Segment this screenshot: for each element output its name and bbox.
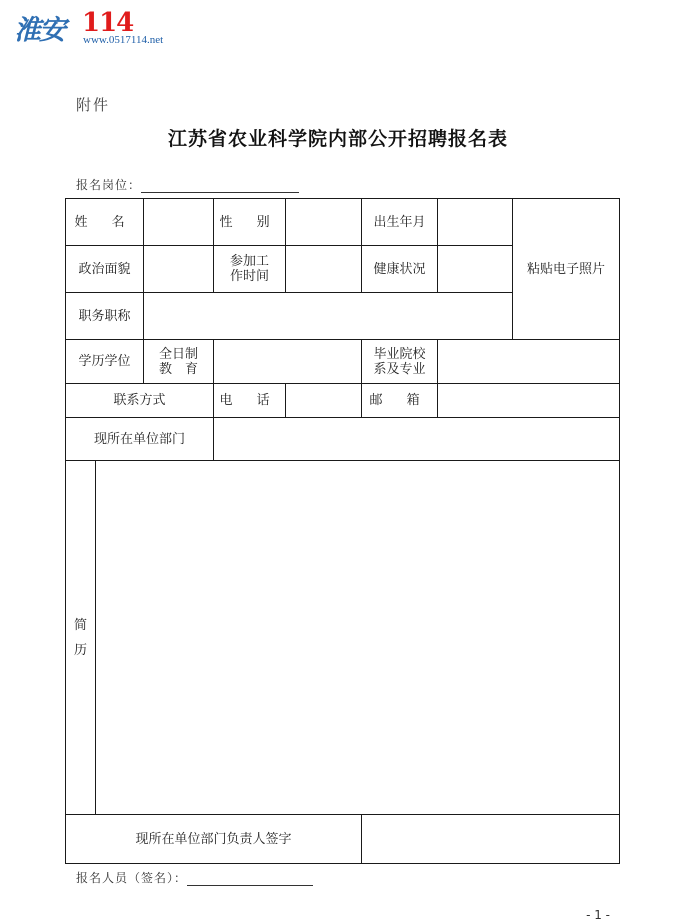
signer-field bbox=[76, 869, 313, 886]
work-start-label-line1: 参加工 bbox=[230, 254, 270, 269]
post-field bbox=[76, 176, 299, 193]
position-label: 职务职称 bbox=[66, 293, 144, 340]
school-label bbox=[362, 340, 438, 384]
email-value-cell[interactable] bbox=[438, 384, 620, 418]
school-value-cell[interactable] bbox=[438, 340, 620, 384]
work-start-label-line2: 作时间 bbox=[230, 269, 270, 284]
politics-label: 政治面貌 bbox=[66, 246, 144, 293]
education-value-cell[interactable] bbox=[214, 340, 362, 384]
logo-script-text: 淮安 bbox=[14, 15, 64, 46]
post-blank[interactable] bbox=[141, 180, 299, 193]
page-number: - 1 - bbox=[586, 908, 610, 922]
birth-value-cell[interactable] bbox=[438, 199, 513, 246]
phone-value-cell[interactable] bbox=[286, 384, 362, 418]
name-value-cell[interactable] bbox=[144, 199, 214, 246]
attachment-label: 附件 bbox=[76, 96, 111, 114]
resume-label-char2: 历 bbox=[73, 642, 87, 658]
signer-label: 报名人员（签名）： bbox=[76, 871, 188, 885]
department-value-cell[interactable] bbox=[214, 418, 620, 461]
health-value-cell[interactable] bbox=[438, 246, 513, 293]
name-label: 姓 名 bbox=[66, 199, 144, 246]
school-label-line1: 毕业院校 bbox=[373, 346, 426, 362]
page-title: 江苏省农业科学院内部公开招聘报名表 bbox=[167, 128, 508, 150]
education-label: 学历学位 bbox=[66, 340, 144, 384]
contact-label: 联系方式 bbox=[66, 384, 214, 418]
health-label: 健康状况 bbox=[362, 246, 438, 293]
work-start-label bbox=[214, 246, 286, 293]
department-label: 现所在单位部门 bbox=[66, 418, 214, 461]
email-label: 邮 箱 bbox=[362, 384, 438, 418]
supervisor-label: 现所在单位部门负责人签字 bbox=[66, 815, 362, 864]
resume-value-cell[interactable] bbox=[96, 461, 620, 815]
application-form-table bbox=[65, 198, 620, 864]
fulltime-label-line1: 全日制 bbox=[159, 346, 199, 362]
work-start-value-cell[interactable] bbox=[286, 246, 362, 293]
fulltime-label bbox=[144, 340, 214, 384]
post-label: 报名岗位： bbox=[76, 178, 142, 192]
resume-label-char1: 简 bbox=[73, 617, 87, 633]
phone-label: 电 话 bbox=[214, 384, 286, 418]
logo-url: www.0517114.net bbox=[83, 34, 164, 46]
fulltime-label-line2: 教 育 bbox=[159, 361, 199, 377]
gender-label: 性 别 bbox=[214, 199, 286, 246]
politics-value-cell[interactable] bbox=[144, 246, 214, 293]
birth-label: 出生年月 bbox=[362, 199, 438, 246]
site-logo bbox=[14, 6, 214, 46]
photo-cell[interactable]: 粘贴电子照片 bbox=[513, 199, 620, 340]
signer-blank[interactable] bbox=[187, 873, 313, 886]
position-value-cell[interactable] bbox=[144, 293, 513, 340]
gender-value-cell[interactable] bbox=[286, 199, 362, 246]
supervisor-signature-cell[interactable] bbox=[362, 815, 620, 864]
logo-number: 114 bbox=[82, 8, 134, 38]
school-label-line2: 系及专业 bbox=[373, 361, 426, 377]
resume-label bbox=[66, 461, 96, 815]
